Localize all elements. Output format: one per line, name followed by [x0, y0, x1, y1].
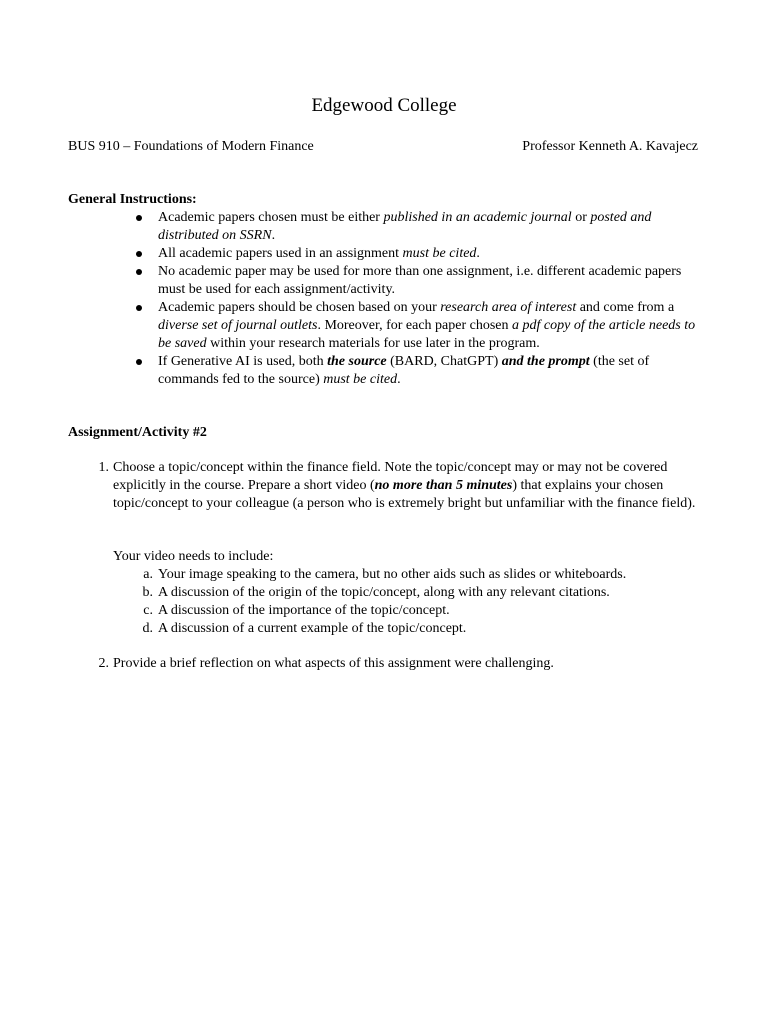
item-text: A discussion of the origin of the topic/concept, along with any relevant citations.: [158, 585, 610, 600]
assignment-heading: Assignment/Activity #2: [68, 425, 207, 440]
video-requirements-intro: Your video needs to include:: [113, 549, 274, 564]
plain-text: Choose a topic/concept within the finance field. Note the topic/concept may or may not be covered explicitly in the course. Prepare a short video (: [113, 460, 668, 493]
emphasis-text: diverse set of journal outlets: [158, 318, 318, 333]
strong-emphasis-text: and the prompt: [501, 354, 590, 369]
plain-text: (BARD, ChatGPT): [386, 354, 502, 369]
emphasis-text: research area of interest: [440, 300, 577, 315]
task-2: [98, 655, 698, 673]
video-requirement-item: [143, 602, 698, 620]
item-text: Your image speaking to the camera, but no other aids such as slides or whiteboards.: [158, 567, 627, 582]
general-instructions-list: [158, 209, 698, 389]
plain-text: ) that explains your chosen topic/concept to your colleague (a person who is extremely bright but unfamiliar with the finance field).: [113, 478, 696, 511]
plain-text: If Generative AI is used, both: [158, 354, 328, 369]
instruction-item: [158, 353, 698, 389]
instruction-item: [158, 299, 698, 353]
college-title: Edgewood College: [311, 95, 457, 116]
professor-name: Professor Kenneth A. Kavajecz: [522, 139, 698, 154]
item-text: A discussion of the importance of the topic/concept.: [158, 603, 450, 618]
emphasis-text: must be cited: [402, 246, 477, 261]
item-marker: a.: [143, 567, 153, 582]
general-instructions-heading: General Instructions:: [68, 192, 197, 207]
item-marker: c.: [143, 603, 153, 618]
plain-text: .: [476, 246, 480, 261]
video-requirements-list: [142, 566, 698, 638]
plain-text: within your research materials for use later in the program.: [206, 336, 540, 351]
plain-text: All academic papers used in an assignment: [158, 246, 403, 261]
task-2-number: 2.: [98, 656, 109, 671]
item-text: A discussion of a current example of the topic/concept.: [158, 621, 467, 636]
plain-text: and come from a: [576, 300, 675, 315]
plain-text: .: [271, 228, 276, 243]
emphasis-text: must be cited: [323, 372, 398, 387]
task-1: [98, 459, 698, 513]
plain-text: Academic papers chosen must be either: [158, 210, 384, 225]
strong-emphasis-text: no more than 5 minutes: [374, 478, 513, 493]
plain-text: (the set of commands fed to the source): [158, 354, 650, 387]
video-requirement-item: [143, 566, 698, 584]
plain-text: .: [397, 372, 401, 387]
item-marker: b.: [142, 585, 153, 600]
plain-text: Academic papers should be chosen based on your: [158, 300, 441, 315]
instruction-item: [158, 209, 698, 245]
emphasis-text: posted and distributed on SSRN: [158, 210, 652, 243]
strong-emphasis-text: the source: [327, 354, 387, 369]
video-requirement-item: [142, 584, 698, 602]
emphasis-text: published in an academic journal: [383, 210, 572, 225]
video-requirement-item: [142, 620, 698, 638]
task-1-text: [113, 460, 695, 511]
instruction-item: [158, 263, 698, 299]
emphasis-text: a pdf copy of the article needs to be saved: [158, 318, 696, 351]
plain-text: . Moreover, for each paper chosen: [317, 318, 513, 333]
task-1-number: 1.: [98, 460, 109, 475]
task-2-text: Provide a brief reflection on what aspects of this assignment were challenging.: [113, 656, 554, 671]
plain-text: No academic paper may be used for more than one assignment, i.e. different academic papers must be used for each assignment/activity.: [158, 264, 682, 297]
instruction-item: [158, 245, 698, 263]
course-title: BUS 910 – Foundations of Modern Finance: [68, 139, 314, 154]
item-marker: d.: [142, 621, 153, 636]
plain-text: or: [571, 210, 591, 225]
